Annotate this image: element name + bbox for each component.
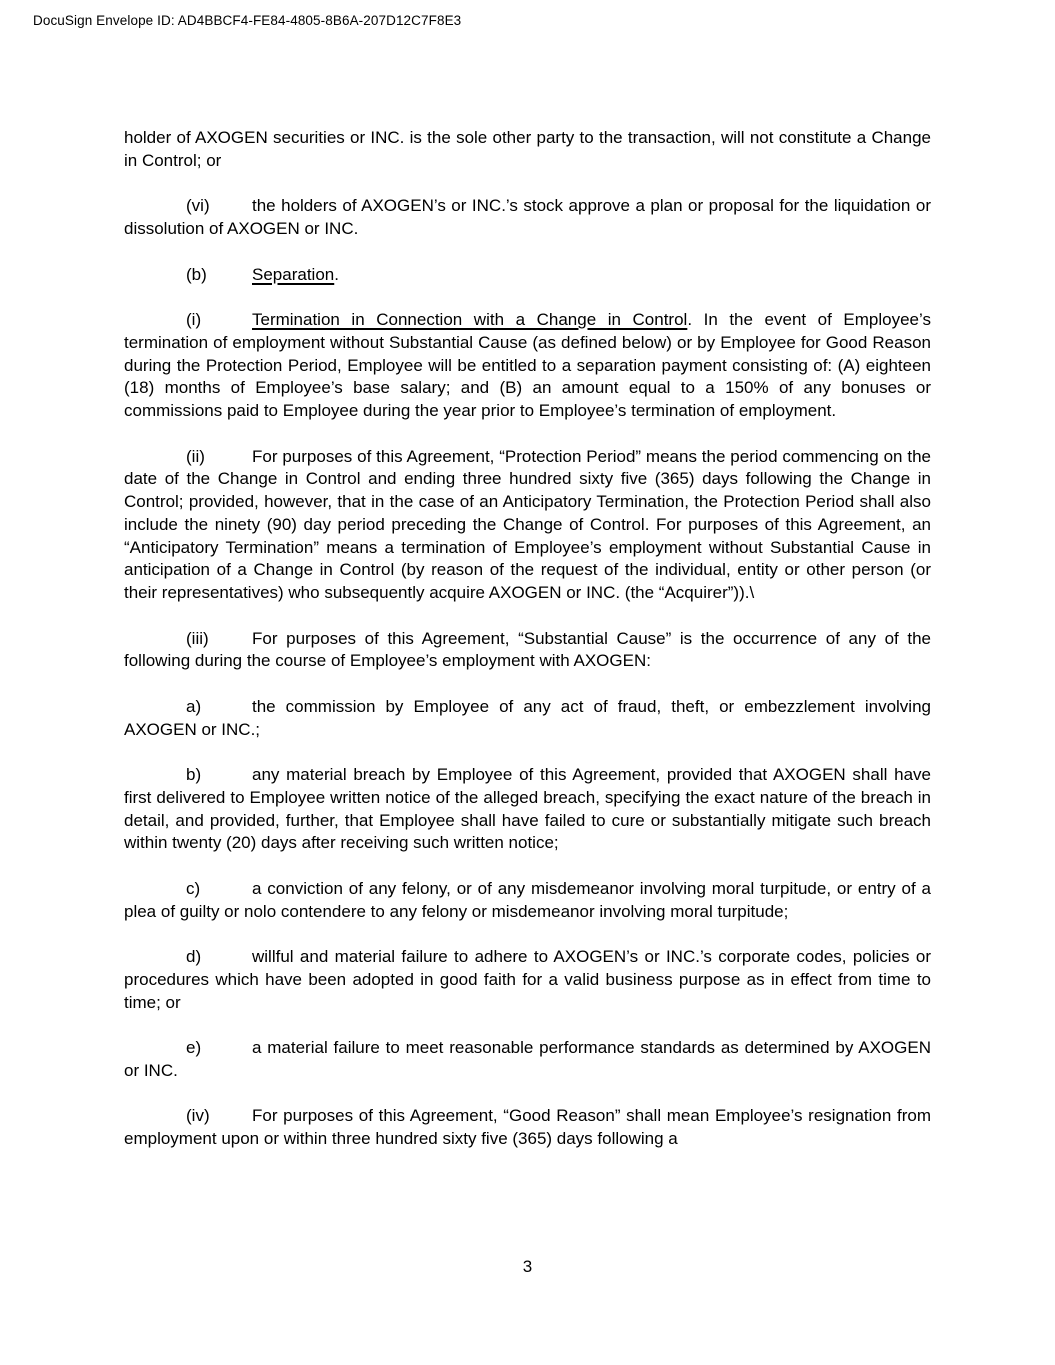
- paragraph-label: e): [186, 1038, 202, 1057]
- document-body: [124, 127, 931, 1174]
- paragraph-4: [124, 309, 931, 423]
- paragraph-11: [124, 1037, 931, 1083]
- paragraph-2: [124, 195, 931, 241]
- text-segment: willful and material failure to adhere to AXOGEN’s or INC.’s corporate codes, policies or procedures which have been adopted in good faith for a valid business purpose as in effect from time to time; or: [124, 947, 931, 1012]
- paragraph-8: [124, 764, 931, 855]
- docusign-envelope-id: DocuSign Envelope ID: AD4BBCF4-FE84-4805-8B6A-207D12C7F8E3: [33, 13, 462, 28]
- paragraph-label: (i): [186, 310, 202, 329]
- paragraph-10: [124, 946, 931, 1014]
- paragraph-12: [124, 1105, 931, 1151]
- text-segment: For purposes of this Agreement, “Good Reason” shall mean Employee’s resignation from employment upon or within three hundred sixty five (365) days following a: [124, 1106, 931, 1148]
- text-segment: .: [334, 264, 339, 284]
- paragraph-6: [124, 628, 931, 674]
- text-segment: a material failure to meet reasonable performance standards as determined by AXOGEN or INC.: [124, 1038, 931, 1080]
- paragraph-label: (ii): [186, 446, 205, 466]
- paragraph-label: b): [186, 765, 202, 784]
- paragraph-label: (vi): [186, 196, 210, 216]
- text-segment: any material breach by Employee of this Agreement, provided that AXOGEN shall have first delivered to Employee written notice of the alleged breach, specifying the exact nature of the breach in detail, and provided, further, that Employee shall have failed to cure or substantially mitigate such breach within twenty (20) days after receiving such written notice;: [124, 765, 931, 853]
- text-segment: . In the event of Employee’s termination of employment without Substantial Cause (as defined below) or by Employee for Good Reason during the Protection Period, Employee will be entitled to a separation payment consisting of: (A) eighteen (18) months of Employee’s base salary; and (B) an amount equal to a 150% of any bonuses or commissions paid to Employee during the year prior to Employee’s termination of employment.: [124, 310, 931, 420]
- text-segment: holder of AXOGEN securities or INC. is the sole other party to the transaction, will not constitute a Change in Control; or: [124, 128, 931, 170]
- paragraph-9: [124, 878, 931, 924]
- text-segment: For purposes of this Agreement, “Protection Period” means the period commencing on the date of the Change in Control and ending three hundred sixty five (365) days following the Change in Control; provided, however, that in the case of an Anticipatory Termination, the Protection Period shall also include the ninety (90) day period preceding the Change of Control. For purposes of this Agreement, an “Anticipatory Termination” means a termination of Employee’s employment without Substantial Cause in anticipation of a Change in Control (by reason of the request of the individual, entity or other person (or their representatives) who subsequently acquire AXOGEN or INC. (the “Acquirer”)).\: [124, 446, 931, 602]
- page-number: 3: [522, 1257, 533, 1276]
- paragraph-1: [124, 127, 931, 173]
- paragraph-label: (iv): [186, 1106, 210, 1126]
- paragraph-label: a): [186, 696, 202, 716]
- paragraph-label: d): [186, 947, 202, 966]
- paragraph-5: [124, 446, 931, 605]
- underlined-text: Termination in Connection with a Change in Control: [252, 310, 688, 329]
- text-segment: the holders of AXOGEN’s or INC.’s stock approve a plan or proposal for the liquidation or dissolution of AXOGEN or INC.: [124, 196, 931, 238]
- text-segment: the commission by Employee of any act of fraud, theft, or embezzlement involving AXOGEN or INC.;: [124, 696, 931, 739]
- underlined-text: Separation: [252, 264, 335, 284]
- paragraph-7: [124, 696, 931, 742]
- paragraph-3: [124, 264, 931, 287]
- text-segment: For purposes of this Agreement, “Substantial Cause” is the occurrence of any of the following during the course of Employee’s employment with AXOGEN:: [124, 628, 931, 671]
- paragraph-label: (b): [186, 264, 207, 284]
- paragraph-label: c): [186, 878, 201, 898]
- text-segment: a conviction of any felony, or of any misdemeanor involving moral turpitude, or entry of a plea of guilty or nolo contendere to any felony or misdemeanor involving moral turpitude;: [124, 878, 931, 921]
- paragraph-label: (iii): [186, 628, 209, 648]
